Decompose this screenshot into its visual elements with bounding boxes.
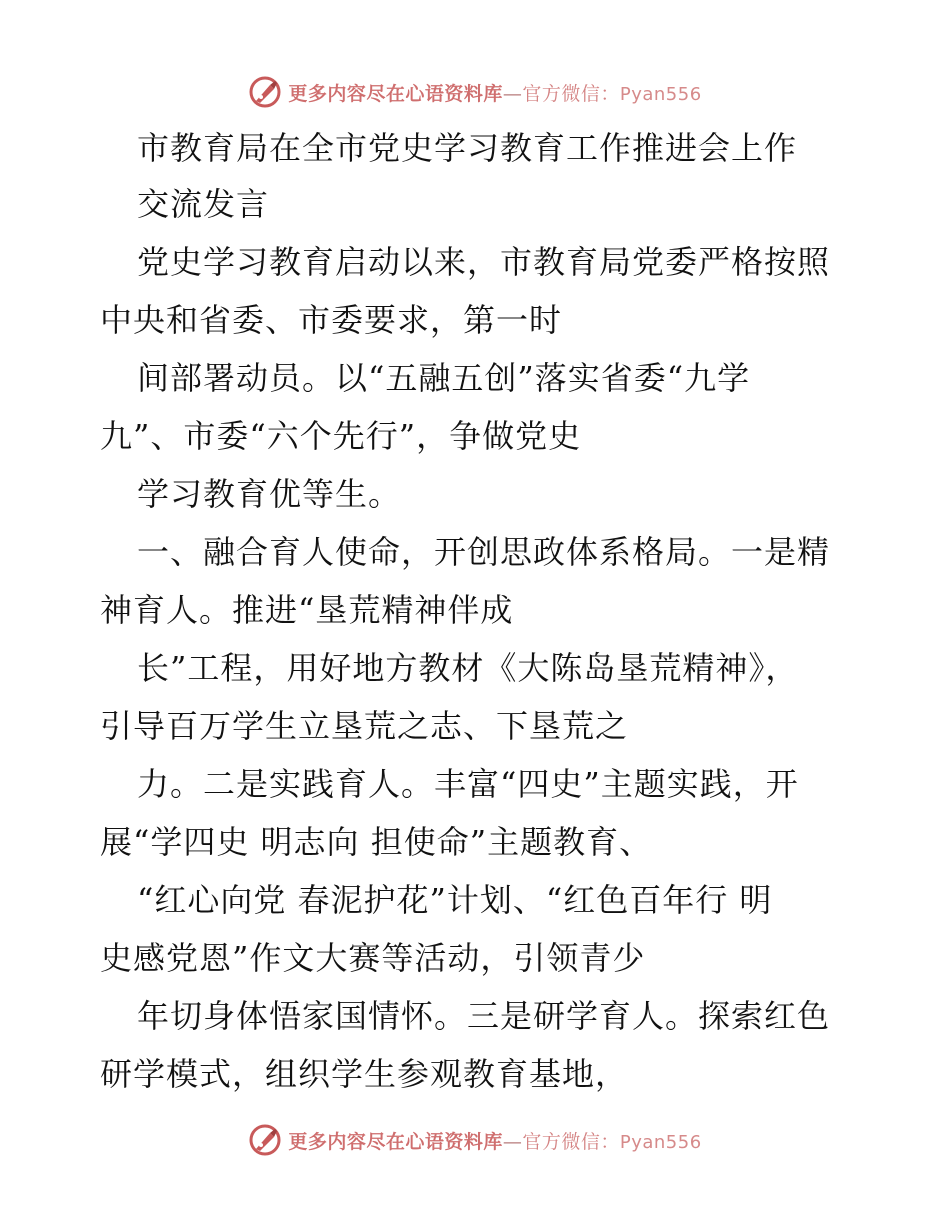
header-banner-text bbox=[288, 79, 701, 106]
banner-wechat-id: Pyan556 bbox=[619, 1131, 702, 1153]
footer-banner bbox=[0, 1120, 950, 1160]
header-banner bbox=[0, 72, 950, 112]
paragraph-line: 间部署动员。以“五融五创”落实省委“九学 bbox=[137, 359, 751, 397]
banner-wechat-label: 官方微信： bbox=[522, 1130, 620, 1153]
banner-wechat-label: 官方微信： bbox=[522, 82, 620, 105]
paragraph-line: 力。二是实践育人。丰富“四史”主题实践，开 bbox=[137, 765, 799, 803]
paragraph-line: “红心向党 春泥护花”计划、“红色百年行 明 bbox=[137, 881, 773, 919]
document-title-line-2: 交流发言 bbox=[137, 185, 270, 223]
paragraph-line: 神育人。推进“垦荒精神伴成 bbox=[100, 591, 514, 629]
banner-wechat-id: Pyan556 bbox=[619, 83, 702, 105]
pen-nib-logo-icon bbox=[248, 1123, 282, 1157]
document-title-line-1: 市教育局在全市党史学习教育工作推进会上作 bbox=[137, 129, 798, 167]
paragraph-line: 史感党恩”作文大赛等活动，引领青少 bbox=[100, 939, 646, 977]
pen-nib-logo-icon bbox=[248, 75, 282, 109]
paragraph-line: 研学模式，组织学生参观教育基地， bbox=[100, 1055, 629, 1093]
paragraph-line: 九”、市委“六个先行”，争做党史 bbox=[100, 417, 582, 455]
banner-main-text: 更多内容尽在心语资料库 bbox=[288, 1130, 503, 1153]
paragraph-line: 长”工程，用好地方教材《大陈岛垦荒精神》， bbox=[137, 649, 799, 687]
footer-banner-text bbox=[288, 1127, 701, 1154]
banner-dash: — bbox=[502, 1130, 523, 1153]
paragraph-line: 学习教育优等生。 bbox=[137, 475, 402, 513]
banner-dash: — bbox=[502, 82, 523, 105]
paragraph-line: 年切身体悟家国情怀。三是研学育人。探索红色 bbox=[137, 997, 831, 1035]
paragraph-line: 中央和省委、市委要求，第一时 bbox=[100, 301, 563, 339]
banner-main-text: 更多内容尽在心语资料库 bbox=[288, 82, 503, 105]
paragraph-line: 一、融合育人使命，开创思政体系格局。一是精 bbox=[137, 533, 831, 571]
paragraph-line: 引导百万学生立垦荒之志、下垦荒之 bbox=[100, 707, 629, 745]
paragraph-line: 党史学习教育启动以来，市教育局党委严格按照 bbox=[137, 243, 831, 281]
paragraph-line: 展“学四史 明志向 担使命”主题教育、 bbox=[100, 823, 653, 861]
